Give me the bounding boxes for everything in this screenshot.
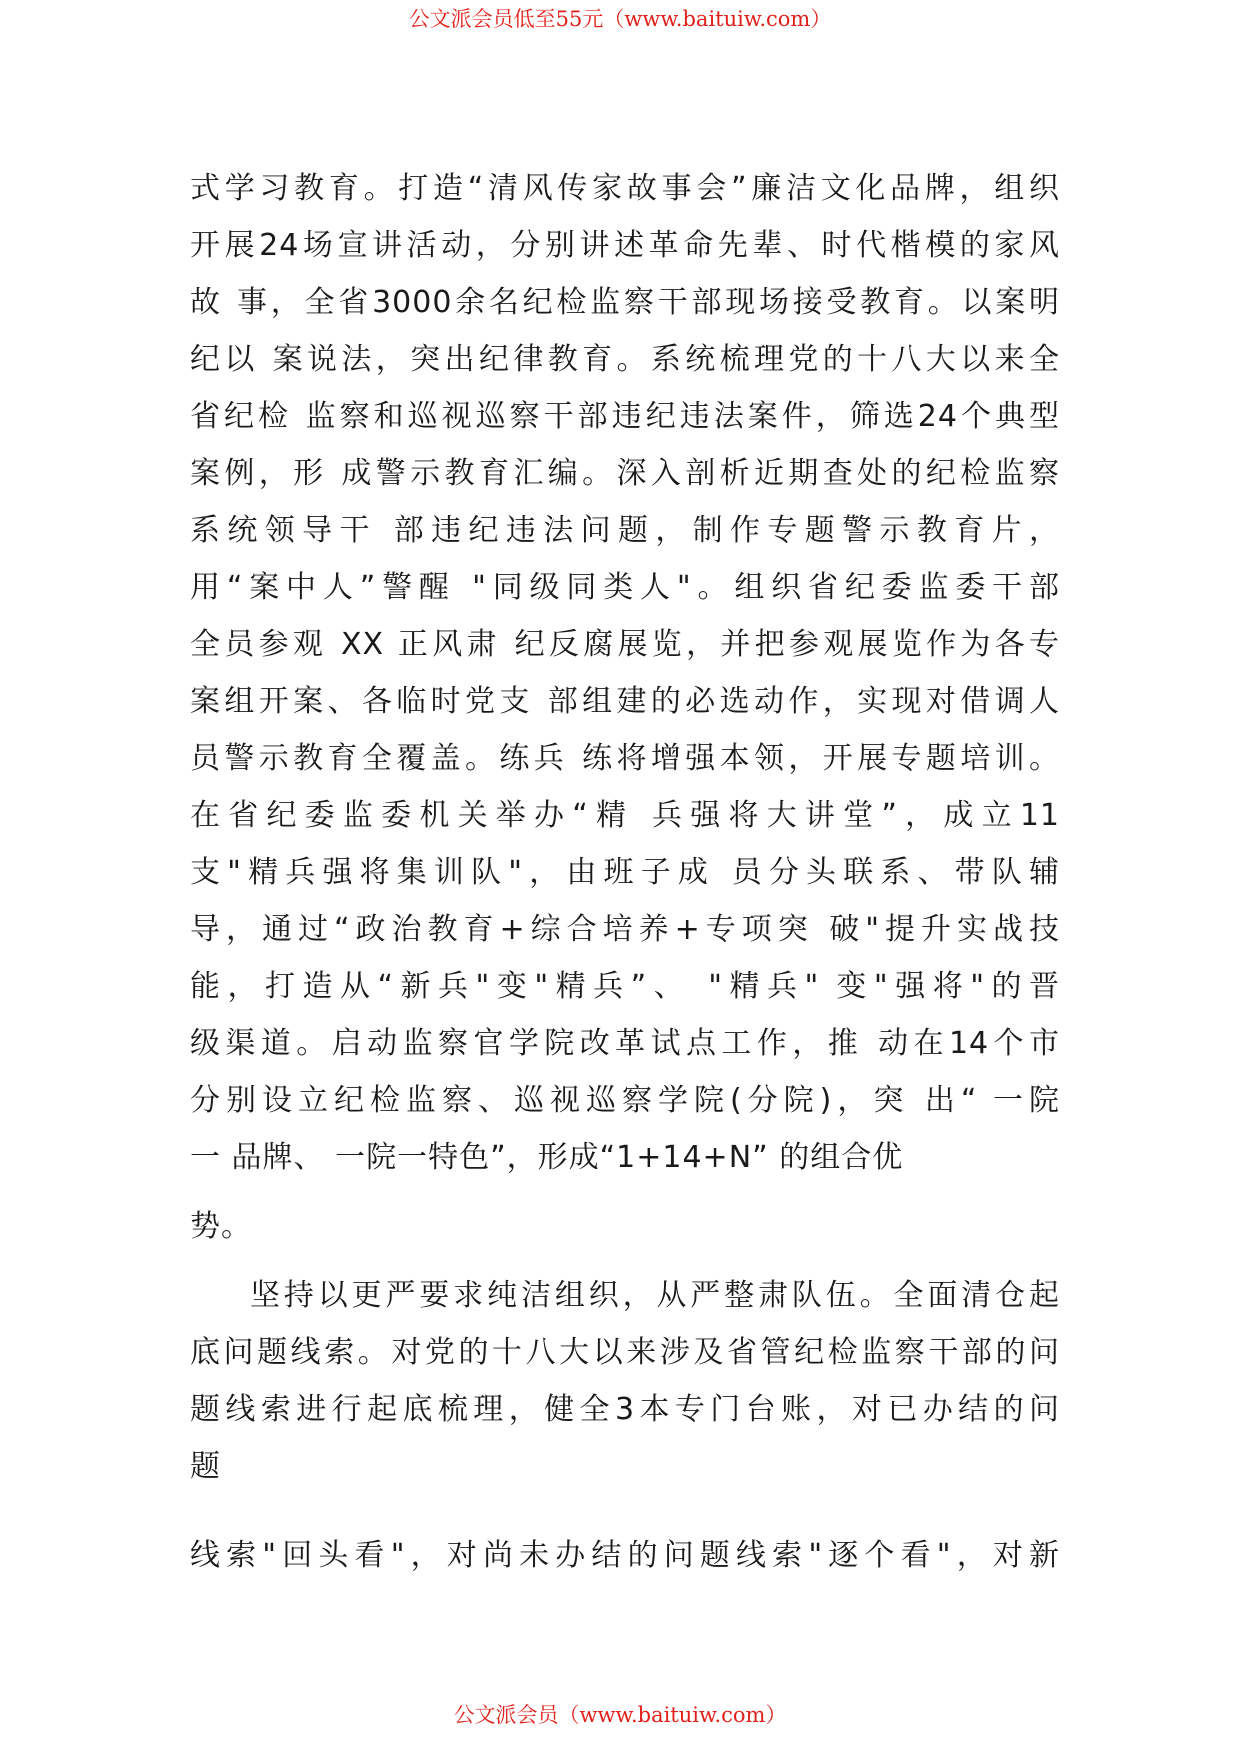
paragraph-2 [190, 1267, 1060, 1584]
header-banner: 公文派会员低至55元（www.baituiw.com） [408, 7, 832, 31]
paragraph-1 [190, 160, 1060, 1255]
paragraph-tail: 势。 [190, 1209, 252, 1244]
text-line: 分别设立纪检监察、巡视巡察学院(分院)，突 出“ 一院 [190, 1083, 1060, 1118]
text-line: 系统领导干 部违纪违法问题，制作专题警示教育片， [190, 513, 1060, 548]
text-line: 题线索进行起底梳理，健全3本专门台账，对已办结的问 [190, 1392, 1060, 1427]
text-line: 全员参观 XX 正风肃 纪反腐展览，并把参观展览作为各专 [190, 627, 1060, 662]
text-line: 在省纪委监委机关举办“精 兵强将大讲堂”，成立11 [190, 798, 1060, 833]
text-line: 支"精兵强将集训队"，由班子成 员分头联系、带队辅 [190, 855, 1060, 890]
text-line: 案例，形 成警示教育汇编。深入剖析近期查处的纪检监察 [190, 456, 1060, 491]
text-line: 坚持以更严要求纯洁组织，从严整肃队伍。全面清仓起 [250, 1278, 1060, 1313]
text-line: 开展24场宣讲活动，分别讲述革命先辈、时代楷模的家风 [190, 228, 1060, 263]
text-line: 线索"回头看"，对尚未办结的问题线索"逐个看"，对新 [190, 1538, 1060, 1573]
text-line: 省纪检 监察和巡视巡察干部违纪违法案件，筛选24个典型 [190, 399, 1060, 434]
text-line: 能，打造从“新兵"变"精兵”、 "精兵" 变"强将"的晋 [190, 969, 1060, 1004]
text-line: 故 事，全省3000余名纪检监察干部现场接受教育。以案明 [190, 285, 1060, 320]
footer-banner: 公文派会员（www.baituiw.com） [453, 1703, 787, 1727]
text-line: 一 品牌、 一院一特色”，形成“1+14+N” 的组合优 [190, 1140, 904, 1175]
text-line: 员警示教育全覆盖。练兵 练将增强本领，开展专题培训。 [190, 741, 1060, 776]
text-line: 式学习教育。打造“清风传家故事会”廉洁文化品牌，组织 [190, 171, 1060, 206]
text-line: 题 [190, 1449, 221, 1484]
text-line: 级渠道。启动监察官学院改革试点工作，推 动在14个市 [190, 1026, 1060, 1061]
text-line: 底问题线索。对党的十八大以来涉及省管纪检监察干部的问 [190, 1335, 1060, 1370]
text-line: 纪以 案说法，突出纪律教育。系统梳理党的十八大以来全 [190, 342, 1060, 377]
text-line: 用“案中人”警醒 "同级同类人"。组织省纪委监委干部 [190, 570, 1060, 605]
text-line: 导，通过“政治教育+综合培养+专项突 破"提升实战技 [190, 912, 1060, 947]
text-line: 案组开案、各临时党支 部组建的必选动作，实现对借调人 [190, 684, 1060, 719]
document-body [190, 160, 1060, 1584]
